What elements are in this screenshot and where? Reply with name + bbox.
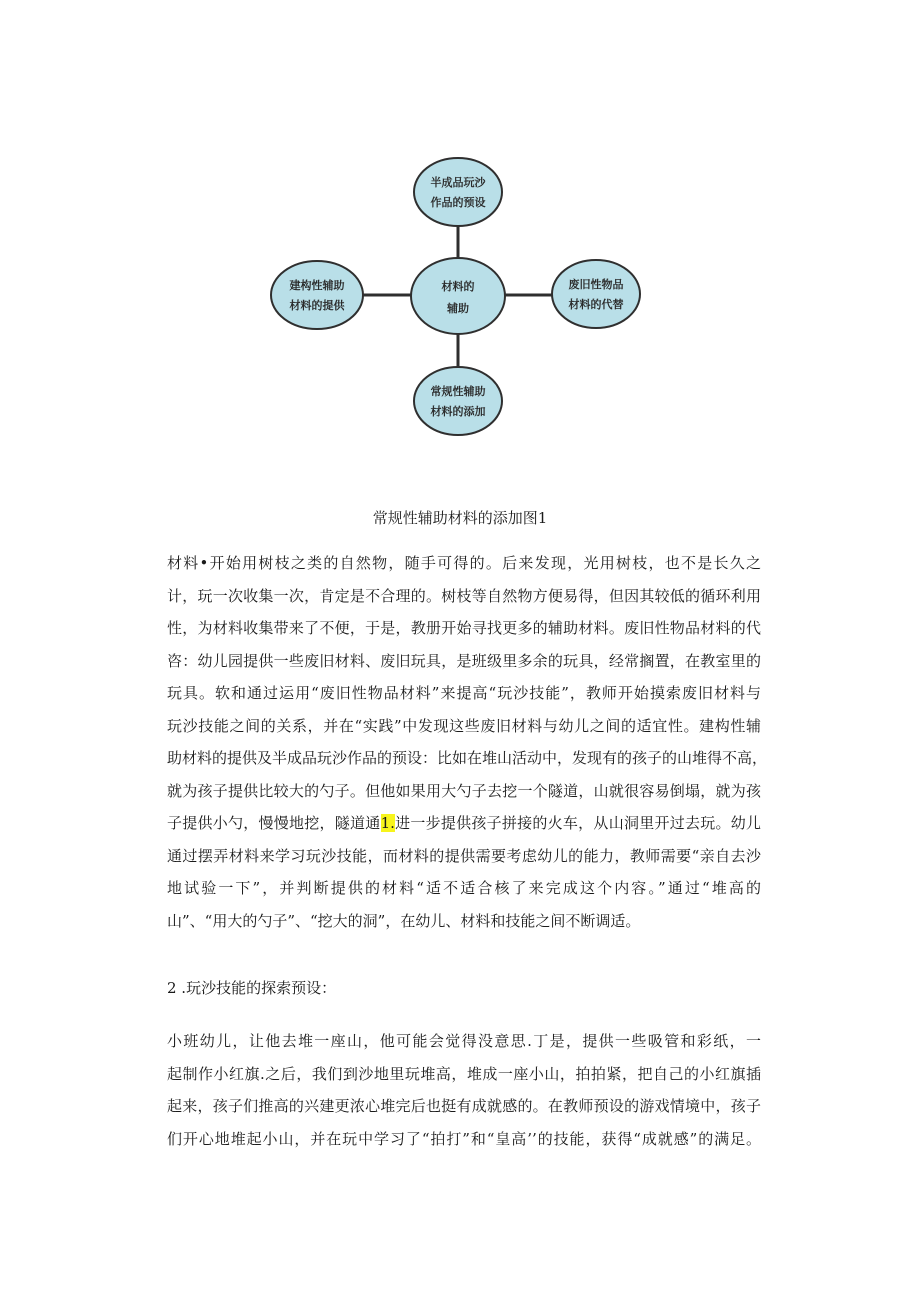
node-top-line2: 作品的预设	[430, 196, 486, 209]
node-top-line1: 半成品玩沙	[430, 176, 486, 189]
node-bottom-line1: 常规性辅助	[430, 385, 486, 398]
paragraph-1-line-highlighted	[167, 807, 761, 840]
paragraph-1-line: 通过摆弄材料来学习玩沙技能，而材料的提供需要考虑幼儿的能力，教师需要“亲自去沙	[167, 846, 761, 865]
paragraph-2-line: 起制作小红旗.之后，我们到沙地里玩堆高，堆成一座小山，拍拍紧，把自己的小红旗插	[167, 1064, 761, 1083]
node-center-line1: 材料的	[441, 280, 475, 293]
line-segment: 子提供小勺，慢慢地挖，隧道通	[167, 814, 381, 832]
paragraph-2-line: 小班幼儿，让他去堆一座山，他可能会觉得没意思.丁是，提供一些吸管和彩纸，一	[167, 1032, 761, 1050]
material-support-diagram	[0, 0, 920, 460]
paragraph-1-line: 就为孩子提供比较大的勺子。但他如果用大勺子去挖一个隧道，山就很容易倒塌，就为孩	[167, 781, 761, 800]
node-right-line1: 废旧性物品	[568, 278, 624, 291]
paragraph-1-line: 助材料的提供及半成品玩沙作品的预设：比如在堆山活动中，发现有的孩子的山堆得不高，	[167, 749, 768, 767]
paragraph-2	[167, 1025, 761, 1155]
node-right	[552, 260, 640, 328]
node-left-line2: 材料的提供	[289, 299, 345, 312]
paragraph-1	[167, 547, 768, 937]
node-center	[411, 258, 505, 334]
line-segment: 进一步提供孩子拼接的火车，从山洞里开过去玩。幼儿	[394, 814, 761, 832]
paragraph-1-line: 咨：幼儿园提供一些废旧材料、废旧玩具，是班级里多余的玩具，经常搁置，在教室里的	[167, 651, 761, 670]
highlighted-text: 1.	[380, 814, 395, 832]
node-top-ellipse	[414, 158, 502, 226]
paragraph-2-line: 起来，孩子们推高的兴建更浓心堆完后也挺有成就感的。在教师预设的游戏情境中，孩子	[167, 1097, 761, 1115]
node-top	[414, 158, 502, 226]
node-center-line2: 辅助	[447, 302, 469, 315]
node-bottom	[414, 367, 502, 435]
node-bottom-ellipse	[414, 367, 502, 435]
paragraph-1-line: 玩具。软和通过运用“废旧性物品材料”来提高“玩沙技能”，教师开始摸索废旧材料与	[167, 684, 761, 702]
node-center-ellipse	[411, 258, 505, 334]
node-bottom-line2: 材料的添加	[430, 405, 486, 418]
paragraph-1-line: 玩沙技能之间的关系，并在“实践”中发现这些废旧材料与幼儿之间的适宜性。建构性辅	[167, 716, 761, 735]
section-heading: 2 .玩沙技能的探索预设：	[167, 979, 337, 997]
node-right-line2: 材料的代替	[568, 298, 624, 311]
paragraph-1-line: 性，为材料收集带来了不便，于是，教册开始寻找更多的辅助材料。废旧性物品材料的代	[167, 619, 761, 637]
paragraph-1-line: 地试验一下”，并判断提供的材料“适不适合核了来完成这个内容。”通过“堆高的	[167, 879, 761, 897]
figure-caption: 常规性辅助材料的添加图1	[372, 509, 548, 527]
paragraph-2-line: 们开心地堆起小山，并在玩中学习了“拍打”和“皇高’’的技能，获得“成就感”的满足。	[167, 1129, 761, 1148]
node-left-line1: 建构性辅助	[289, 279, 345, 292]
paragraph-1-line: 材料•开始用树枝之类的自然物，随手可得的。后来发现，光用树枝，也不是长久之	[167, 554, 761, 572]
paragraph-1-line: 计，玩一次收集一次，肯定是不合理的。树枝等自然物方便易得，但因其较低的循环利用	[167, 586, 761, 605]
node-left	[271, 261, 363, 329]
paragraph-1-line: 山”、“用大的勺子”、“挖大的洞”，在幼儿、材料和技能之间不断调适。	[167, 911, 641, 930]
node-left-ellipse	[271, 261, 363, 329]
node-right-ellipse	[552, 260, 640, 328]
